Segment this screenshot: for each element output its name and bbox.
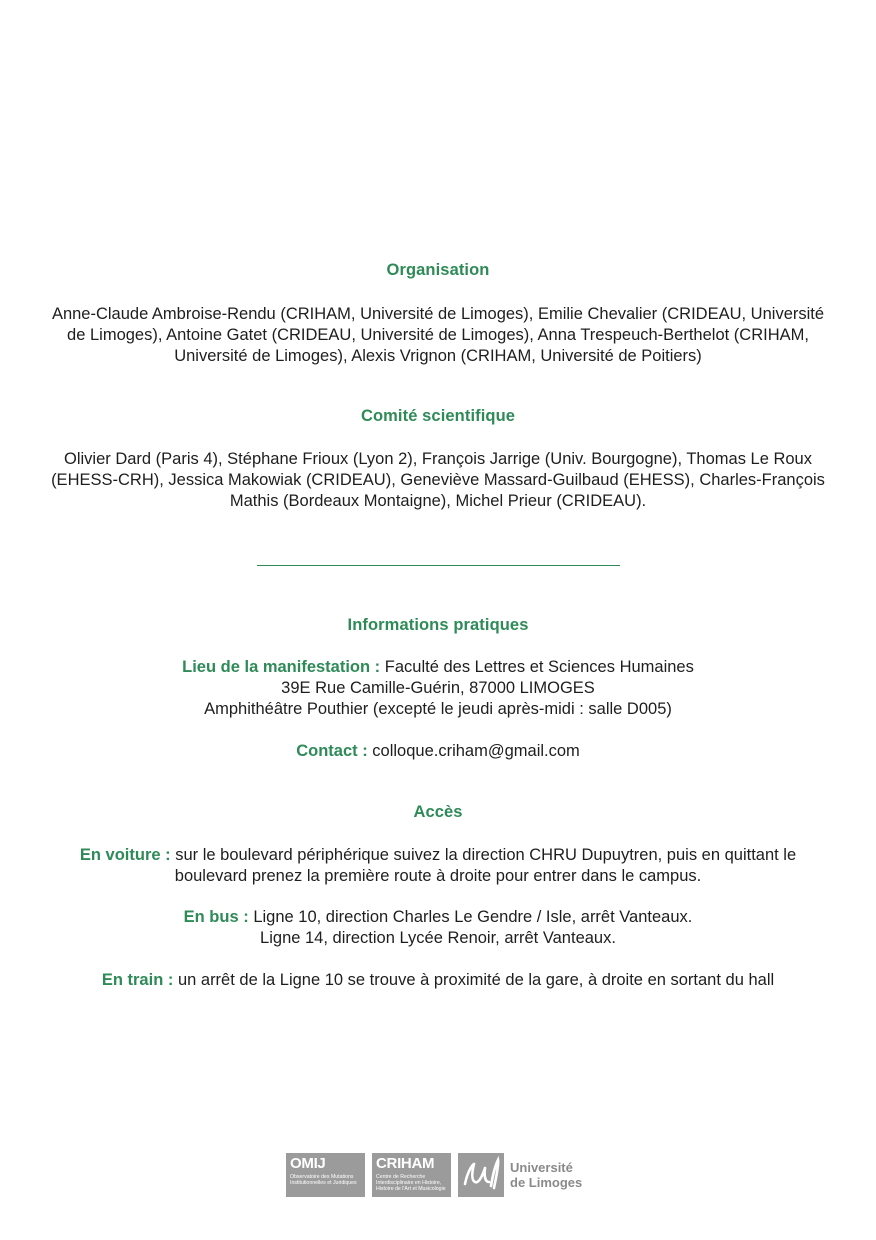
comite-line: Olivier Dard (Paris 4), Stéphane Frioux (Lyon 2), François Jarrige (Univ. Bourgogne), Thomas Le Roux (63, 450, 812, 468)
bus-block (0, 907, 876, 949)
partner-logos (286, 1152, 582, 1198)
train-block (0, 970, 876, 991)
organisation-heading: Organisation (386, 261, 490, 279)
train-line: un arrêt de la Ligne 10 se trouve à proximité de la gare, à droite en sortant du hall (177, 971, 775, 989)
voiture-block (0, 845, 876, 887)
bus-label: En bus : (183, 908, 249, 926)
ul-logo-line: de Limoges (510, 1175, 583, 1190)
contact-email[interactable]: colloque.criham@gmail.com (372, 742, 580, 760)
criham-logo-subtitle: Centre de Recherche Interdisciplinaire en Histoire, Histoire de l'Art et Musicologie (376, 1174, 446, 1192)
comite-line: Mathis (Bordeaux Montaigne), Michel Prieur (CRIDEAU). (229, 492, 647, 510)
voiture-line: boulevard prenez la première route à droite pour entrer dans le campus. (174, 867, 702, 885)
bus-line: Ligne 14, direction Lycée Renoir, arrêt Vanteaux. (260, 929, 616, 947)
universite-limoges-logo (458, 1153, 582, 1197)
omij-logo-subtitle: Observatoire des Mutations Institutionnelles et Juridiques (290, 1174, 357, 1186)
infos-heading: Informations pratiques (347, 616, 529, 634)
acces-heading: Accès (413, 803, 463, 821)
lieu-line: 39E Rue Camille-Guérin, 87000 LIMOGES (281, 679, 595, 697)
lieu-block (0, 657, 876, 720)
organisation-line: Université de Limoges), Alexis Vrignon (CRIHAM, Université de Poitiers) (174, 347, 702, 365)
omij-logo-name: OMIJ (290, 1155, 326, 1172)
omij-logo (286, 1153, 365, 1197)
comite-line: (EHESS-CRH), Jessica Makowiak (CRIDEAU), Geneviève Massard-Guilbaud (EHESS), Charles-François (51, 471, 825, 489)
voiture-line: sur le boulevard périphérique suivez la direction CHRU Dupuytren, puis en quittant le (175, 846, 797, 864)
contact-label: Contact : (296, 742, 368, 760)
train-label: En train : (101, 971, 174, 989)
voiture-label: En voiture : (79, 846, 171, 864)
comite-text (0, 449, 876, 512)
organisation-line: de Limoges), Antoine Gatet (CRIDEAU, Université de Limoges), Anna Trespeuch-Berthelot (CRIHAM, (67, 326, 809, 344)
lieu-line: Amphithéâtre Pouthier (excepté le jeudi après-midi : salle D005) (204, 700, 672, 718)
ul-logo-text (510, 1160, 582, 1190)
contact-block (0, 741, 876, 762)
organisation-text (0, 304, 876, 367)
lieu-label: Lieu de la manifestation : (182, 658, 381, 676)
bus-line: Ligne 10, direction Charles Le Gendre / Isle, arrêt Vanteaux. (253, 908, 693, 926)
ul-logo-line: Université (510, 1160, 573, 1175)
ul-monogram-icon (458, 1153, 504, 1197)
organisation-line: Anne-Claude Ambroise-Rendu (CRIHAM, Université de Limoges), Emilie Chevalier (CRIDEAU, Université (51, 305, 825, 323)
section-divider (257, 565, 620, 566)
criham-logo (372, 1153, 451, 1197)
comite-heading: Comité scientifique (360, 407, 516, 425)
lieu-line: Faculté des Lettres et Sciences Humaines (384, 658, 694, 676)
criham-logo-name: CRIHAM (376, 1155, 435, 1172)
